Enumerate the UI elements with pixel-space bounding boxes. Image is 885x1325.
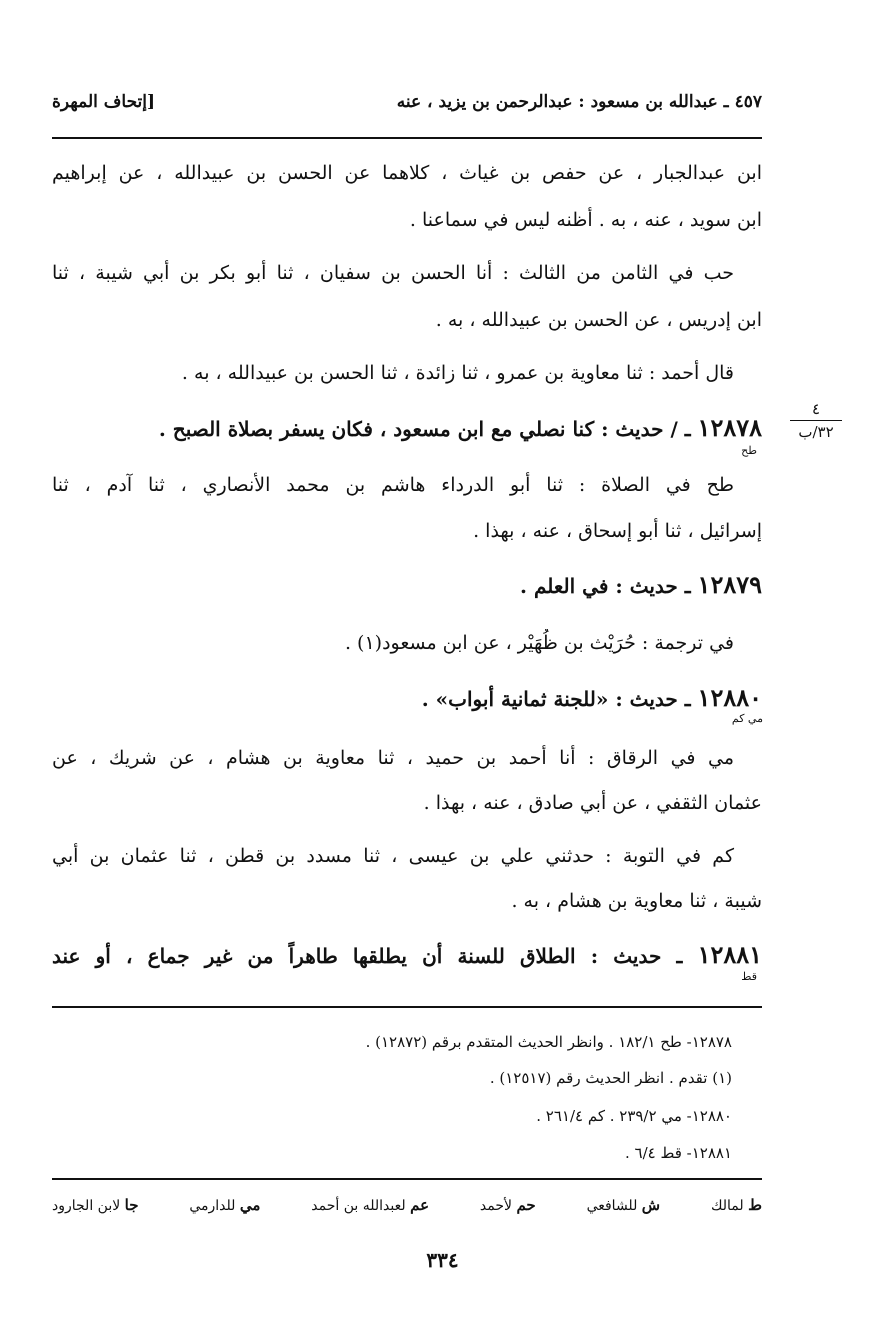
abbr-name: للدارمي xyxy=(189,1198,236,1214)
abbreviation-item xyxy=(480,1196,536,1214)
abbr-code: ش xyxy=(641,1196,661,1214)
text-line: حب في الثامن من الثالث : أنا الحسن بن سفيان ، ثنا أبو بكر بن أبي شيبة ، ثنا xyxy=(52,262,734,284)
hadith-text: ـ حديث : «للجنة ثمانية أبواب» . xyxy=(421,687,691,711)
hadith-text: ـ حديث : في العلم . xyxy=(520,574,691,598)
abbreviation-item xyxy=(189,1196,260,1214)
hadith-heading-12881 xyxy=(52,940,762,972)
abbr-code: جا xyxy=(124,1196,139,1214)
hadith-heading-12880 xyxy=(52,683,762,715)
hadith-text: ـ حديث : الطلاق للسنة أن يطلقها طاهراً من غير جماع ، أو عند xyxy=(52,944,683,968)
abbr-name: لأحمد xyxy=(479,1198,512,1214)
text-line: قال أحمد : ثنا معاوية بن عمرو ، ثنا زائدة ، ثنا الحسن بن عبيدالله ، به . xyxy=(181,362,734,384)
text-line: إسرائيل ، ثنا أبو إسحاق ، عنه ، بهذا . xyxy=(473,520,762,542)
abbr-name: لابن الجارود xyxy=(52,1198,121,1214)
text-line: ابن سويد ، عنه ، به . أظنه ليس في سماعنا . xyxy=(409,209,762,231)
hadith-heading-12878 xyxy=(52,413,762,445)
source-sigla: مي كم xyxy=(731,712,763,725)
hadith-number: ١٢٨٧٩ xyxy=(697,570,762,599)
text-line: ابن إدريس ، عن الحسن بن عبيدالله ، به . xyxy=(435,309,762,331)
footnote-rule xyxy=(52,1006,762,1008)
abbr-code: عم xyxy=(410,1196,430,1214)
text-line: في ترجمة : حُرَيْث بن ظُهَيْر ، عن ابن مسعود(١) . xyxy=(344,632,734,654)
chapter-title: ٤٥٧ ـ عبدالله بن مسعود : عبدالرحمن بن يزيد ، عنه xyxy=(396,92,762,112)
abbr-name: للشافعي xyxy=(586,1198,638,1214)
text-line: شيبة ، ثنا معاوية بن هشام ، به . xyxy=(511,890,762,912)
hadith-heading-12879 xyxy=(52,570,762,602)
abbreviation-item xyxy=(587,1196,661,1214)
book-title: [إتحاف المهرة xyxy=(52,92,156,112)
hadith-number: ١٢٨٧٨ xyxy=(697,413,762,442)
abbr-code: ط xyxy=(748,1196,762,1214)
text-line: كم في التوبة : حدثني علي بن عيسى ، ثنا مسدد بن قطن ، ثنا عثمان بن أبي xyxy=(52,845,734,867)
text-line: مي في الرقاق : أنا أحمد بن حميد ، ثنا معاوية بن هشام ، عن شريك ، عن xyxy=(52,747,734,769)
folio-top: ٤ xyxy=(811,400,821,418)
folio-divider xyxy=(790,420,842,421)
hadith-text: ـ / حديث : كنا نصلي مع ابن مسعود ، فكان يسفر بصلاة الصبح . xyxy=(158,417,691,441)
abbr-code: حم xyxy=(516,1196,536,1214)
manuscript-folio-note xyxy=(790,400,842,441)
text-line: طح في الصلاة : ثنا أبو الدرداء هاشم بن محمد الأنصاري ، ثنا آدم ، ثنا xyxy=(52,474,734,496)
source-sigla: قط xyxy=(741,970,757,983)
abbr-code: مي xyxy=(239,1196,261,1214)
folio-bottom: ٣٢/ب xyxy=(798,423,834,441)
text-line: عثمان الثقفي ، عن أبي صادق ، عنه ، بهذا . xyxy=(423,792,762,814)
source-sigla: طح xyxy=(741,444,757,457)
abbreviation-key xyxy=(52,1190,762,1220)
header-rule xyxy=(52,137,762,139)
abbreviation-item xyxy=(311,1196,429,1214)
footnote: ١٢٨٨٠- مي ٢٣٩/٢ . كم ٢٦١/٤ . xyxy=(536,1107,732,1125)
abbreviation-rule xyxy=(52,1178,762,1180)
abbr-name: لعبدالله بن أحمد xyxy=(311,1198,406,1214)
footnote: ١٢٨٨١- قط ٦/٤ . xyxy=(624,1144,732,1162)
page-number: ٣٣٤ xyxy=(426,1248,459,1272)
hadith-number: ١٢٨٨٠ xyxy=(697,683,762,712)
hadith-number: ١٢٨٨١ xyxy=(697,940,762,969)
running-header xyxy=(52,84,762,120)
abbreviation-item xyxy=(711,1196,762,1214)
abbr-name: لمالك xyxy=(710,1198,744,1214)
abbreviation-item xyxy=(52,1196,139,1214)
footnote: (١) تقدم . انظر الحديث رقم (١٢٥١٧) . xyxy=(489,1069,732,1087)
text-line: ابن عبدالجبار ، عن حفص بن غياث ، كلاهما عن الحسن بن عبيدالله ، عن إبراهيم xyxy=(52,162,762,184)
footnote: ١٢٨٧٨- طح ١٨٢/١ . وانظر الحديث المتقدم برقم (١٢٨٧٢) . xyxy=(365,1033,732,1051)
